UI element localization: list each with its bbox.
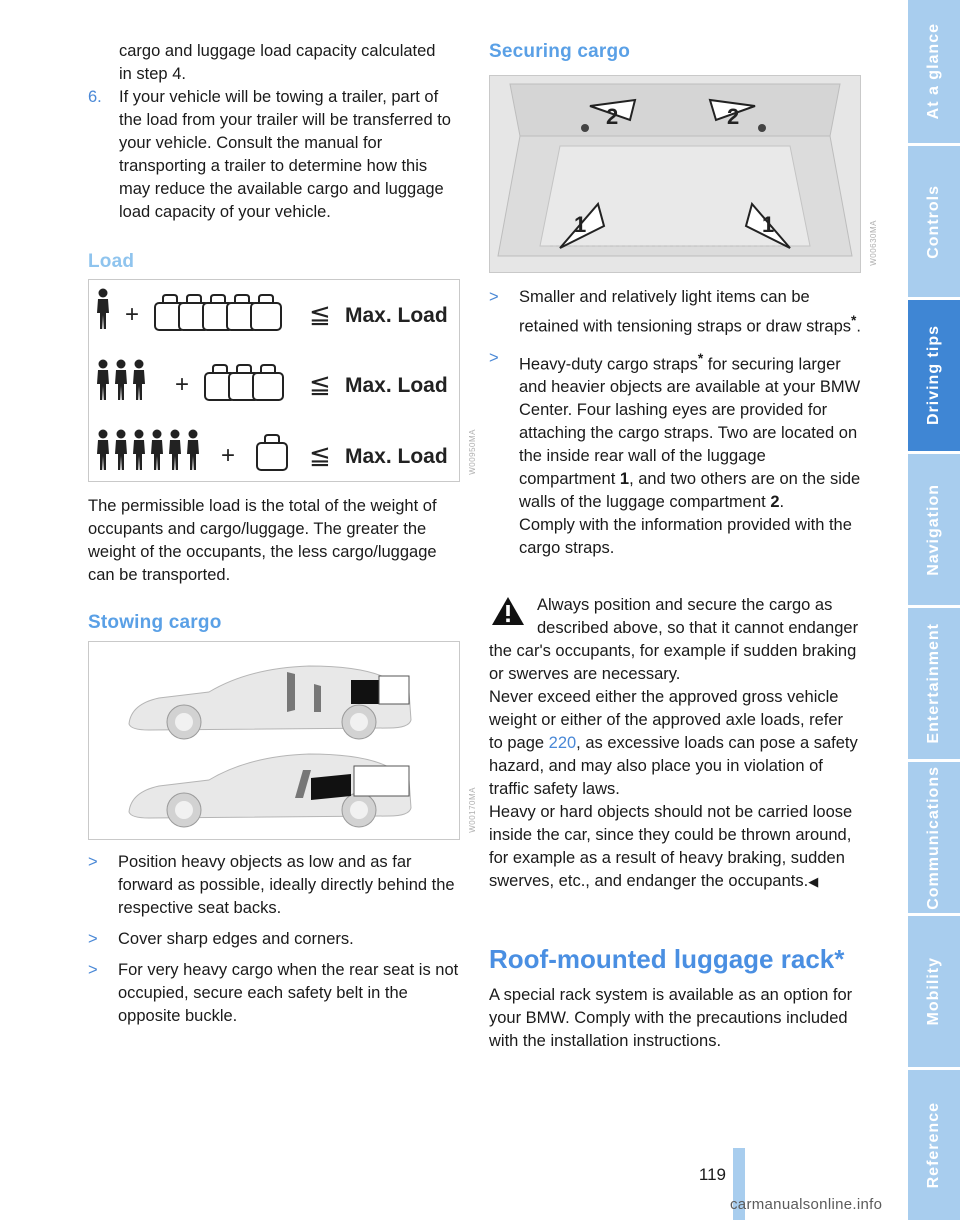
load-row-1 (97, 289, 448, 331)
tab-entertainment[interactable] (908, 608, 960, 762)
warning-paragraph-2 (489, 686, 861, 801)
warning-text: Heavy or hard objects should not be carried loose inside the car, since they could be thrown around, for example as a result of heavy braking, sudden swerves, etc., and endanger the occupants. (489, 803, 853, 890)
load-paragraph: The permissible load is the total of the weight of occupants and cargo/luggage. The greater the weight of the occupants, the less cargo/luggage can be transported. (88, 497, 437, 584)
load-diagram (89, 280, 459, 481)
marker-label: 1 (574, 212, 587, 237)
securing-figure (489, 75, 878, 273)
warning-text: Never exceed either the approved gross vehicle weight or either of the approved axle loads, refer to page (489, 688, 844, 752)
load-row-2 (97, 360, 448, 401)
tab-reference[interactable] (908, 1070, 960, 1223)
watermark: carmanualsonline.info (730, 1196, 883, 1213)
warning-lead: Always position and secure the cargo as described above, so that it cannot endanger the car's occupants, for example if sudden braking or swerves are necessary. (489, 596, 859, 683)
warning-block (489, 594, 861, 893)
stowing-figure (88, 641, 477, 840)
bullet-marker: > (489, 348, 499, 367)
car-illustration-top (129, 666, 411, 739)
tab-at-a-glance[interactable] (908, 0, 960, 146)
bullet-note: Comply with the information provided with the cargo straps. (519, 516, 852, 557)
continued-text (88, 40, 460, 86)
bullet-marker: > (88, 961, 98, 979)
callout-number: 1 (619, 470, 630, 488)
marker-label: 2 (606, 104, 619, 129)
bullet-text-part: , and two others are on the side walls of the luggage compartment (519, 470, 861, 511)
bullet-text: Cover sharp edges and corners. (118, 930, 354, 948)
stowing-list (88, 851, 463, 1028)
bullet-text-main: Smaller and relatively light items can be retained with tensioning straps or draw straps (519, 288, 851, 336)
list-item (88, 928, 463, 951)
roof-heading: Roof-mounted luggage rack* (489, 944, 845, 974)
end-mark-icon: ◀ (808, 874, 819, 889)
tab-controls[interactable] (908, 146, 960, 300)
warning-text: , as excessive loads can pose a safety hazard, and may also place you in violation of traffic safety laws. (489, 734, 858, 798)
plus-sign: + (221, 442, 236, 469)
figure-code: W00950MA (468, 429, 477, 475)
load-figure (88, 279, 477, 482)
tab-label: At a glance (925, 23, 942, 120)
list-item (489, 347, 861, 561)
left-column (88, 40, 460, 273)
load-heading: Load (88, 251, 135, 272)
asterisk: * (697, 350, 704, 366)
bullet-marker: > (88, 930, 98, 948)
step-6 (88, 86, 460, 224)
page-reference-link[interactable]: 220 (548, 734, 577, 752)
bullet-text (519, 347, 861, 515)
list-item (88, 959, 463, 1028)
luggage-icons (257, 435, 287, 470)
right-column (489, 40, 861, 63)
car-cargo-illustration (89, 642, 459, 839)
marker-label: 1 (762, 212, 775, 237)
trunk-illustration (490, 76, 860, 272)
tab-navigation[interactable] (908, 454, 960, 608)
plus-sign: + (125, 301, 140, 328)
continued-line-2: in step 4. (119, 65, 186, 83)
luggage-icons (155, 295, 281, 330)
page-number: 119 (698, 1165, 726, 1184)
list-item (489, 286, 861, 339)
person-icon (97, 289, 109, 330)
max-load-label: Max. Load (345, 445, 448, 468)
continued-line-1: cargo and luggage load capacity calculated (119, 42, 436, 60)
less-equal-symbol: ≦ (309, 370, 331, 400)
luggage-icons (205, 365, 283, 400)
tab-communications[interactable] (908, 762, 960, 916)
tab-label: Navigation (925, 483, 942, 576)
less-equal-symbol: ≦ (309, 300, 331, 330)
bullet-text (519, 286, 861, 339)
securing-heading: Securing cargo (489, 41, 631, 62)
stowing-heading: Stowing cargo (88, 612, 222, 633)
bullet-marker: > (489, 288, 499, 306)
warning-paragraph-3 (489, 801, 861, 893)
chapter-sidebar (908, 0, 960, 1220)
step-text: If your vehicle will be towing a trailer, part of the load from your trailer will be transferred to your vehicle. Consult the manual for transporting a trailer to determine how this may reduce the available cargo and luggage load capacity of your vehicle. (119, 88, 451, 221)
tab-label: Reference (925, 1101, 942, 1189)
car-illustration-bottom (129, 754, 411, 827)
tab-label: Entertainment (925, 623, 942, 744)
tab-label: Driving tips (925, 325, 942, 426)
bullet-text-part: . (779, 493, 785, 511)
bullet-text: For very heavy cargo when the rear seat is not occupied, secure each safety belt in the opposite buckle. (118, 961, 459, 1025)
bullet-body (519, 347, 861, 561)
bullet-text-part: for securing larger and heavier objects are available at your BMW Center. Four lashing eyes are provided for attaching the cargo straps. Two are located on the inside rear wall of the luggage compartment (519, 355, 861, 488)
step-number: 6. (88, 88, 102, 106)
warning-icon (491, 596, 525, 626)
max-load-label: Max. Load (345, 304, 448, 327)
tab-driving-tips[interactable] (908, 300, 960, 454)
load-section (88, 495, 463, 634)
bullet-text: Position heavy objects as low and as far forward as possible, ideally directly behind the respective seat backs. (118, 853, 455, 917)
less-equal-symbol: ≦ (309, 441, 331, 471)
bullet-text-end: . (856, 317, 861, 336)
roof-paragraph: A special rack system is available as an option for your BMW. Comply with the precautions included with the installation instructions. (489, 986, 853, 1050)
roof-section (489, 944, 864, 1053)
bullet-text-part: Heavy-duty cargo straps (519, 355, 698, 373)
list-item (88, 851, 463, 920)
bullet-marker: > (88, 853, 98, 871)
max-load-label: Max. Load (345, 374, 448, 397)
asterisk: * (851, 313, 857, 328)
figure-code: W00630MA (869, 220, 878, 266)
tab-label: Mobility (925, 957, 942, 1026)
tab-label: Communications (925, 765, 942, 910)
tab-label: Controls (925, 184, 942, 259)
load-row-3 (97, 430, 448, 472)
securing-list (489, 286, 861, 560)
marker-label: 2 (727, 104, 740, 129)
callout-number: 2 (770, 493, 780, 511)
tab-mobility[interactable] (908, 916, 960, 1070)
figure-code: W00170MA (468, 787, 477, 833)
plus-sign: + (175, 371, 190, 398)
